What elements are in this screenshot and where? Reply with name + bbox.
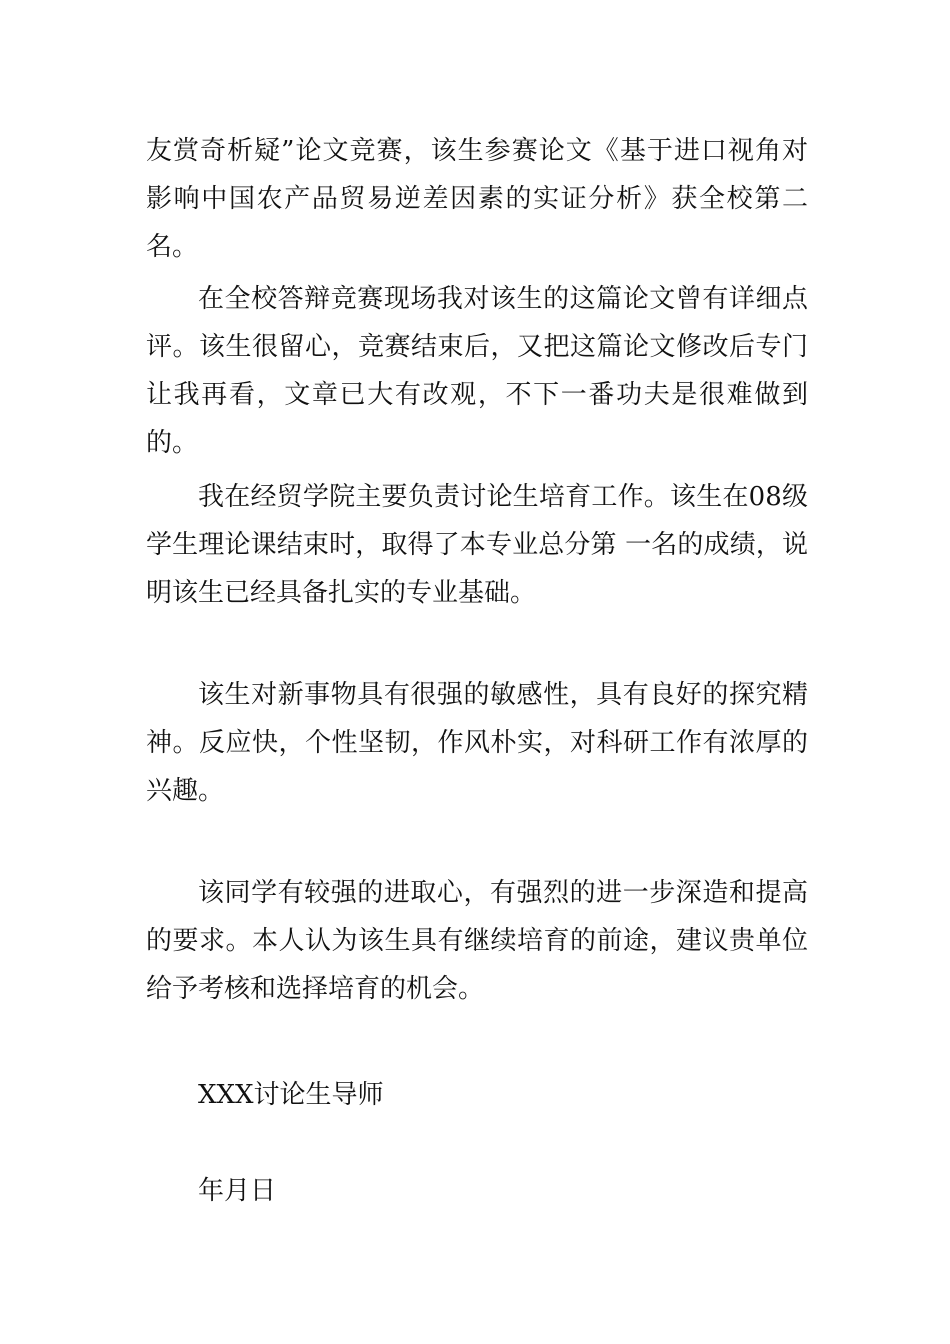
paragraph-recommendation: 该同学有较强的进取心，有强烈的进一步深造和提高的要求。本人认为该生具有继续培育的前途，建议贵单位给予考核和选择培育的机会。	[146, 878, 808, 1004]
paragraph-defense-review: 在全校答辩竞赛现场我对该生的这篇论文曾有详细点评。该生很留心，竞赛结束后，又把这篇论文修改后专门让我再看，文章已大有改观，不下一番功夫是很难做到的。	[146, 284, 808, 458]
signature-line: XXX讨论生导师	[198, 1080, 384, 1110]
paragraph-personal-qualities: 该生对新事物具有很强的敏感性，具有良好的探究精神。反应快，个性坚韧，作风朴实，对科研工作有浓厚的兴趣。	[146, 680, 808, 806]
paragraph-academic-ranking: 我在经贸学院主要负责讨论生培育工作。该生在08级学生理论课结束时，取得了本专业总分第 一名的成绩，说明该生已经具备扎实的专业基础。	[146, 482, 808, 608]
paragraph-contest-result: 友赏奇析疑”论文竞赛，该生参赛论文《基于进口视角对影响中国农产品贸易逆差因素的实证分析》获全校第二名。	[146, 136, 808, 262]
date-line: 年月日	[198, 1176, 277, 1206]
